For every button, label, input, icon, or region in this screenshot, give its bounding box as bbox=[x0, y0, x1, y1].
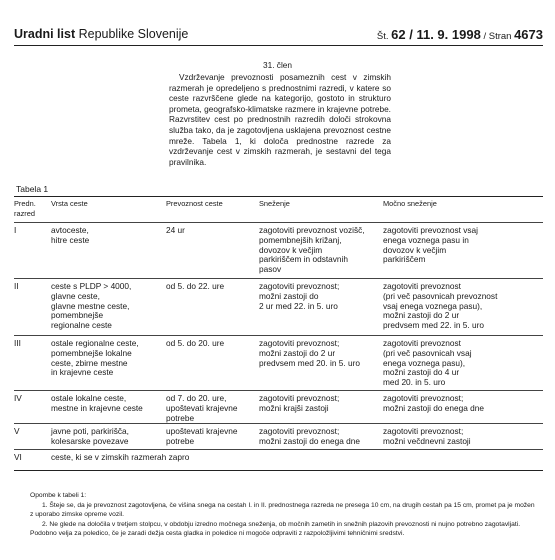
table-row bbox=[14, 278, 543, 335]
cell-passability: 24 ur bbox=[166, 225, 185, 235]
table-header bbox=[14, 199, 543, 223]
cell-passability: od 5. do 22. ure bbox=[166, 281, 225, 291]
issue-prefix: Št. bbox=[376, 31, 392, 42]
table-bottom-divider bbox=[14, 470, 543, 471]
page-prefix: / Stran bbox=[480, 31, 515, 42]
table-row bbox=[14, 449, 543, 470]
header-snowfall: Sneženje bbox=[259, 199, 290, 208]
table-row bbox=[14, 390, 543, 423]
note-item: 1. Šteje se, da je prevoznost zagotovljena, če višina snega na cestah I. in II. prednostnega razreda ne presega 10 cm, na drugih cestah pa 15 cm, promet pa je možen z uporabo zimske opreme vozil. bbox=[30, 501, 535, 519]
header-heavy-snowfall: Močno sneženje bbox=[383, 199, 437, 208]
table-row bbox=[14, 423, 543, 449]
article-title: 31. člen bbox=[262, 60, 293, 70]
cell-snowfall: zagotoviti prevoznost; možni zastoji do 2 ur predvsem med 20. in 5. uro bbox=[259, 338, 360, 368]
article-text: Vzdrževanje prevoznosti posameznih cest v zimskih razmerah je opredeljeno s prednostnimi razredi, v katere so ceste razvrščene glede na kategorijo, gostoto in strukturo prometa, geografsko-klimatske razmere in krajevne potrebe. Razvrstitev cest po prednostnih razredih določi strokovna služba tako, da je zagotovljena usklajena prevoznost cestne mreže. Tabela 1, ki določa prednostne razrede za vzdrževanje cest v zimskih razmerah, je sestavni del tega pravilnika. bbox=[169, 72, 391, 167]
cell-road-type: avtoceste, hitre ceste bbox=[51, 225, 90, 245]
cell-heavy-snowfall: zagotoviti prevoznost; možni večdnevni zastoji bbox=[383, 426, 471, 446]
cell-heavy-snowfall: zagotoviti prevoznost vsaj enega voznega pasu in dovozov k večjim parkiriščem bbox=[383, 225, 479, 265]
cell-road-type: ceste s PLDP > 4000, glavne ceste, glavne mestne ceste, pomembnejše regionalne ceste bbox=[51, 281, 132, 331]
table-notes bbox=[30, 491, 535, 539]
page-number: 4673 bbox=[514, 27, 543, 42]
header-divider bbox=[14, 45, 543, 46]
journal-title bbox=[14, 27, 188, 41]
cell-heavy-snowfall: zagotoviti prevoznost (pri več pasovnicah vsaj enega voznega pasu), možni zastoji do 4 ur med 20. in 5. uro bbox=[383, 338, 472, 388]
page-header bbox=[14, 27, 543, 43]
journal-title-bold: Uradni list bbox=[14, 27, 76, 41]
cell-road-type: javne poti, parkirišča, kolesarske povezave bbox=[51, 426, 129, 446]
cell-priority-class: VI bbox=[14, 452, 22, 462]
cell-priority-class: I bbox=[14, 225, 17, 235]
cell-snowfall: zagotoviti prevoznost vozišč, pomembnejših križanj, dovozov k večjim parkiriščem in odstavnih pasov bbox=[259, 225, 365, 275]
journal-title-rest: Republike Slovenije bbox=[75, 27, 189, 41]
table-row bbox=[14, 222, 543, 278]
table-top-divider bbox=[14, 196, 543, 197]
cell-snowfall: zagotoviti prevoznost; možni krajši zastoji bbox=[259, 393, 340, 413]
header-passability: Prevoznost ceste bbox=[166, 199, 223, 208]
table-title: Tabela 1 bbox=[16, 184, 49, 194]
cell-heavy-snowfall: zagotoviti prevoznost; možni zastoji do enega dne bbox=[383, 393, 485, 413]
cell-passability: upoštevati krajevne potrebe bbox=[166, 426, 238, 446]
table-row bbox=[14, 335, 543, 390]
cell-road-type: ostale lokalne ceste, mestne in krajevne ceste bbox=[51, 393, 143, 413]
cell-passability: od 7. do 20. ure, upoštevati krajevne potrebe bbox=[166, 393, 238, 423]
notes-title: Opombe k tabeli 1: bbox=[30, 492, 87, 499]
cell-passability: od 5. do 20. ure bbox=[166, 338, 225, 348]
cell-heavy-snowfall: zagotoviti prevoznost (pri več pasovnicah prevoznost vsaj enega voznega pasu), možni zastoji do 2 ur predvsem med 22. in 5. uro bbox=[383, 281, 498, 331]
cell-road-type: ceste, ki se v zimskih razmerah zapro bbox=[51, 452, 190, 462]
issue-number: 62 / 11. 9. 1998 bbox=[391, 27, 481, 42]
cell-snowfall: zagotoviti prevoznost; možni zastoji do enega dne bbox=[259, 426, 361, 446]
header-road-type: Vrsta ceste bbox=[51, 199, 88, 208]
cell-priority-class: IV bbox=[14, 393, 22, 403]
cell-road-type: ostale regionalne ceste, pomembnejše lokalne ceste, zbirne mestne in krajevne ceste bbox=[51, 338, 139, 378]
header-priority-class: Predn. razred bbox=[14, 199, 36, 218]
note-item: 2. Ne glede na določila v tretjem stolpcu, v obdobju izredno močnega sneženja, ob močnih zametih in snežnih plazovih prevoznosti ni nujno potrebno zagotavljati. Podobno velja za poledico, če je zaradi dežja cesta gladka in poledice ni mogoče odpraviti z razpoložljivimi tehničnimi sredstvi. bbox=[30, 520, 521, 538]
cell-snowfall: zagotoviti prevoznost; možni zastoji do 2 ur med 22. in 5. uro bbox=[259, 281, 340, 311]
cell-priority-class: III bbox=[14, 338, 21, 348]
cell-priority-class: V bbox=[14, 426, 20, 436]
cell-priority-class: II bbox=[14, 281, 19, 291]
issue-info bbox=[377, 27, 543, 42]
